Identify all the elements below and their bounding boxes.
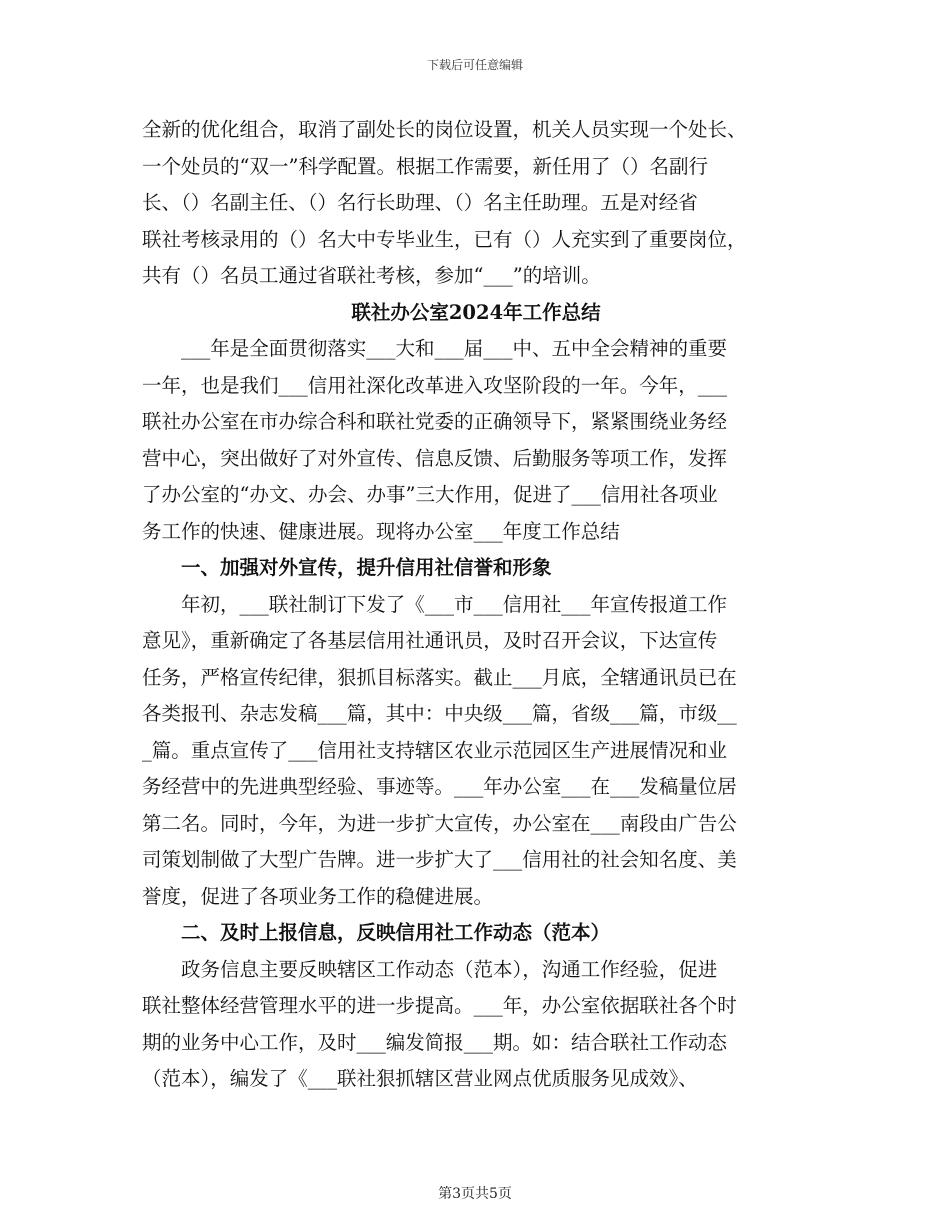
- paragraph-line: 长、（）名副主任、（）名行长助理、（）名主任助理。五是对经省: [142, 191, 698, 214]
- page-number: 第3页共5页: [438, 1186, 512, 1202]
- paragraph-line: 誉度，促进了各项业务工作的稳健进展。: [142, 884, 494, 908]
- paragraph-line: 一年，也是我们___信用社深化改革进入攻坚阶段的一年。今年，___: [142, 373, 728, 397]
- paragraph-line: 务经营中的先进典型经验、事迹等。___年办公室___在___发稿量位居: [142, 775, 737, 798]
- paragraph-line: 营中心，突出做好了对外宣传、信息反馈、后勤服务等项工作，发挥: [142, 446, 728, 470]
- section-heading: 一、加强对外宣传，提升信用社信誉和形象: [181, 556, 552, 579]
- document-title: 联社办公室2024年工作总结: [351, 300, 601, 324]
- paragraph-line: 务工作的快速、健康进展。现将办公室___年度工作总结: [142, 519, 620, 543]
- paragraph-line: 司策划制做了大型广告牌。进一步扩大了___信用社的社会知名度、美: [142, 848, 737, 871]
- paragraph-line: _篇。重点宣传了___信用社支持辖区农业示范园区生产进展情况和业: [142, 738, 728, 762]
- paragraph-line: 年初，___联社制订下发了《___市___信用社___年宣传报道工作: [181, 592, 728, 616]
- paragraph-line: 联社考核录用的（）名大中专毕业生，已有（）人充实到了重要岗位，: [142, 227, 747, 251]
- paragraph-line: 全新的优化组合，取消了副处长的岗位设置，机关人员实现一个处长、: [142, 118, 747, 141]
- page-header: 下载后可任意编辑: [426, 58, 523, 72]
- paragraph-line: 任务，严格宣传纪律，狠抓目标落实。截止___月底，全辖通讯员已在: [142, 665, 737, 689]
- paragraph-line: 联社办公室在市办综合科和联社党委的正确领导下，紧紧围绕业务经: [142, 410, 728, 433]
- paragraph-line: 一个处员的“双一”科学配置。根据工作需要，新任用了（）名副行: [142, 154, 708, 178]
- paragraph-line: 各类报刊、杂志发稿___篇，其中：中央级___篇，省级___篇，市级__: [142, 702, 737, 725]
- paragraph-line: 第二名。同时，今年，为进一步扩大宣传，办公室在___南段由广告公: [142, 811, 737, 835]
- paragraph-line: 意见》，重新确定了各基层信用社通讯员，及时召开会议，下达宣传: [142, 629, 718, 652]
- section-heading: 二、及时上报信息，反映信用社工作动态（范本）: [181, 921, 611, 944]
- paragraph-line: 政务信息主要反映辖区工作动态（范本），沟通工作经验，促进: [181, 957, 718, 981]
- paragraph-line: ___年是全面贯彻落实___大和___届___中、五中全会精神的重要: [181, 337, 728, 360]
- paragraph-line: 联社整体经营管理水平的进一步提高。___年，办公室依据联社各个时: [142, 994, 737, 1017]
- paragraph-line: 期的业务中心工作，及时___编发简报___期。如：结合联社工作动态: [142, 1030, 728, 1054]
- paragraph-line: 了办公室的“办文、办会、办事”三大作用，促进了___信用社各项业: [142, 483, 718, 506]
- paragraph-line: （范本），编发了《___联社狠抓辖区营业网点优质服务见成效》、: [142, 1067, 698, 1090]
- document-body: [142, 112, 810, 1098]
- paragraph-line: 共有（）名员工通过省联社考核，参加“___”的培训。: [142, 264, 601, 287]
